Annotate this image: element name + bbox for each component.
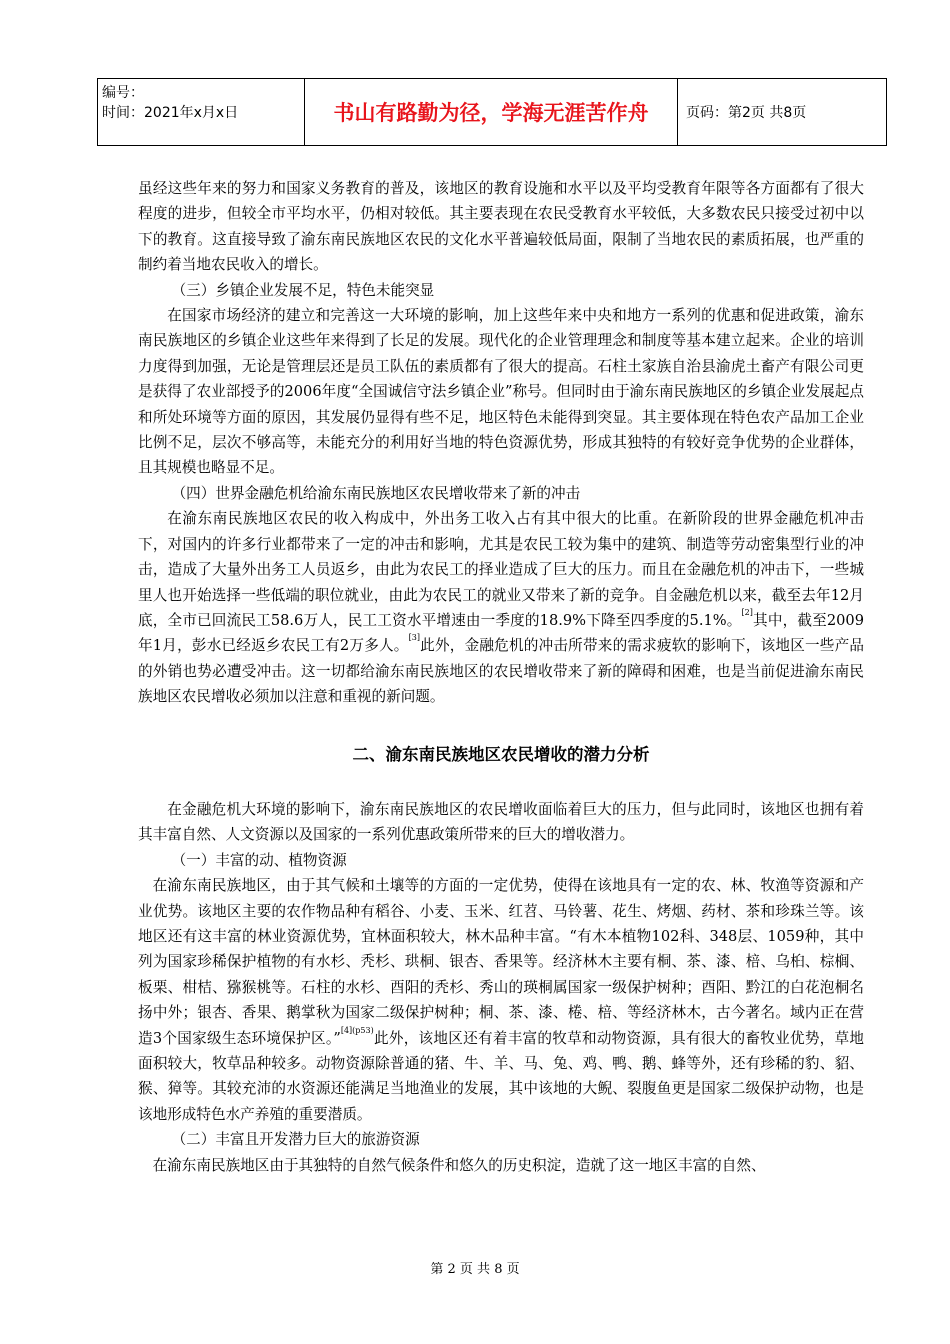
- crisis-text-a: 在渝东南民族地区农民的收入构成中，外出务工收入占有其中很大的比重。在新阶段的世界金融危机冲击下，对国内的许多行业都带来了一定的冲击和影响，尤其是农民工较为集中的建筑、制造等劳动密集型行业的冲击，造成了大量外出务工人员返乡，由此为农民工的择业造成了巨大的压力。而且在金融危机的冲击下，一些城里人也开始选择一些低端的职位就业，由此为农民工的就业又带来了新的竞争。自金融危机以来，截至去年12月底，全市已回流民工58.6万人，民工工资水平增速由一季度的18.9%下降至四季度的5.1%。: [138, 510, 864, 629]
- subheading-tourism: （二）丰富且开发潜力巨大的旅游资源: [171, 1131, 420, 1149]
- paragraph-township-enterprise: 在国家市场经济的建立和完善这一大环境的影响，加上这些年来中央和地方一系列的优惠和促进政策，渝东南民族地区的乡镇企业这些年来得到了长足的发展。现代化的企业管理理念和制度等基本建立起来。企业的培训力度得到加强，无论是管理层还是员工队伍的素质都有了很大的提高。石柱土家族自治县渝虎土畜产有限公司更是获得了农业部授予的2006年度“全国诚信守法乡镇企业”称号。但同时由于渝东南民族地区的乡镇企业发展起点和所处环境等方面的原因，其发展仍显得有些不足，地区特色未能得到突显。其主要体现在特色农产品加工企业比例不足，层次不够高等，未能充分的利用好当地的特色资源优势，形成其独特的有较好竞争优势的企业群体，且其规模也略显不足。: [138, 307, 864, 477]
- subheading-resources: （一）丰富的动、植物资源: [171, 851, 347, 869]
- section-title: 二、渝东南民族地区农民增收的潜力分析: [352, 744, 650, 764]
- document-body: [138, 176, 864, 1178]
- paragraph-financial-crisis: [138, 506, 864, 709]
- header-motto: 书山有路勤为径，学海无涯苦作舟: [305, 79, 678, 145]
- page-header: [97, 78, 887, 146]
- header-page-info: 页码：第2页 共8页: [686, 105, 807, 121]
- citation-2: [2]: [741, 607, 753, 617]
- header-date: 时间：2021年x月x日: [102, 105, 239, 121]
- subheading-township-enterprise: （三）乡镇企业发展不足，特色未能突显: [171, 281, 435, 299]
- citation-3: [3]: [408, 633, 420, 643]
- paragraph-education: 虽经这些年来的努力和国家义务教育的普及，该地区的教育设施和水平以及平均受教育年限等各方面都有了很大程度的进步，但较全市平均水平，仍相对较低。其主要表现在农民受教育水平较低，大多数农民只接受过初中以下的教育。这直接导致了渝东南民族地区农民的文化水平普遍较低局面，限制了当地农民的素质拓展，也严重的制约着当地农民收入的增长。: [138, 180, 864, 274]
- page-footer: 第 2 页 共 8 页: [430, 1262, 520, 1277]
- paragraph-intro: 在金融危机大环境的影响下，渝东南民族地区的农民增收面临着巨大的压力，但与此同时，该地区也拥有着其丰富自然、人文资源以及国家的一系列优惠政策所带来的巨大的增收潜力。: [138, 800, 864, 844]
- crisis-text-b: 其中，截至2009年1月，彭水已经返乡农民工有2万多人。: [138, 611, 865, 655]
- resources-text-a: 在渝东南民族地区，由于其气候和土壤等的方面的一定优势，使得在该地具有一定的农、林、牧渔等资源和产业优势。该地区主要的农作物品种有稻谷、小麦、玉米、红苕、马铃薯、花生、烤烟、药材、茶和珍珠兰等。该地区还有这丰富的林业资源优势，宜林面积较大，林木品种丰富。“有木本植物102科、348层、1059种，其中列为国家珍稀保护植物的有水杉、秃杉、珙桐、银杏、香果等。经济林木主要有桐、茶、漆、棓、乌桕、棕榈、板栗、柑桔、猕猴桃等。石柱的水杉、酉阳的秃杉、秀山的瑛桐属国家一级保护树种；酉阳、黔江的白花泡桐名扬中外；银杏、香果、鹅掌秋为国家二级保护树种；桐、茶、漆、棬、棓、等经济林木，古今著名。域内正在营造3个国家级生态环境保护区。”: [138, 877, 864, 1047]
- resources-text-b: 此外，该地区还有着丰富的牧草和动物资源，具有很大的畜牧业优势，草地面积较大，牧草品种较多。动物资源除普通的猪、牛、羊、马、兔、鸡、鸭、鹅、蜂等外，还有珍稀的豹、貂、猴、獐等。其较充沛的水资源还能满足当地渔业的发展，其中该地的大鲵、裂腹鱼更是国家二级保护动物，也是该地形成特色水产养殖的重要潜质。: [138, 1029, 864, 1123]
- header-serial: 编号：: [102, 85, 144, 101]
- header-meta: [98, 79, 305, 145]
- subheading-financial-crisis: （四）世界金融危机给渝东南民族地区农民增收带来了新的冲击: [171, 484, 581, 502]
- paragraph-tourism: 在渝东南民族地区由于其独特的自然气候条件和悠久的历史积淀，造就了这一地区丰富的自然、: [152, 1156, 766, 1174]
- paragraph-resources: [138, 873, 864, 1127]
- crisis-text-c: 此外，金融危机的冲击所带来的需求疲软的影响下，该地区一些产品的外销也势必遭受冲击。这一切都给渝东南民族地区的农民增收带来了新的障碍和困难，也是当前促进渝东南民族地区农民增收必须加以注意和重视的新问题。: [138, 637, 864, 706]
- citation-4: [4](p53): [340, 1025, 374, 1035]
